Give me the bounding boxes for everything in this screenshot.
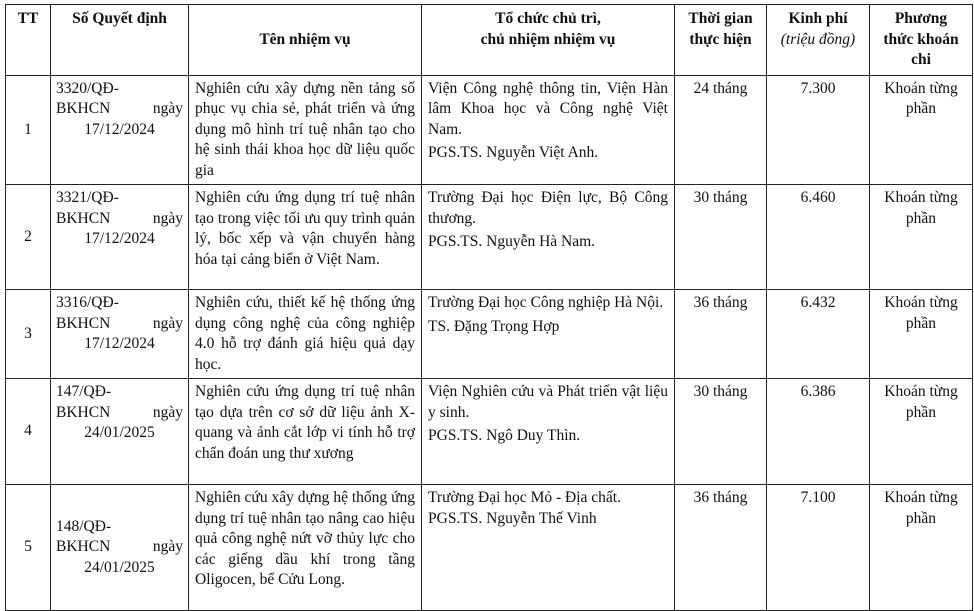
duration: 30 tháng: [675, 185, 767, 290]
table-row: [6, 75, 973, 185]
decision-line2: BKHCN ngày: [56, 100, 183, 117]
host-organization: [422, 75, 675, 185]
decision-number: [51, 75, 189, 185]
project-leader: PGS.TS. Ngô Duy Thìn.: [428, 427, 581, 444]
header-tt: TT: [6, 5, 51, 76]
project-leader: PGS.TS. Nguyễn Thế Vinh: [428, 509, 597, 527]
duration: 24 tháng: [675, 75, 767, 185]
decision-line1: 3321/QĐ-: [56, 189, 119, 206]
header-budget-label: Kinh phí: [788, 10, 848, 27]
duration: 36 tháng: [675, 485, 767, 611]
header-method: [870, 5, 973, 76]
organization-name: Viện Nghiên cứu và Phát triển vật liệu y sinh.: [428, 383, 668, 421]
project-leader: PGS.TS. Nguyễn Hà Nam.: [428, 233, 596, 250]
budget: 7.100: [767, 485, 870, 611]
header-method-line1: Phương: [894, 10, 948, 27]
header-method-line2: thức khoán: [883, 30, 959, 48]
table-row: [6, 185, 973, 290]
organization-name: Trường Đại học Mỏ - Địa chất.: [428, 489, 621, 506]
project-leader: PGS.TS. Nguyễn Việt Anh.: [428, 144, 599, 161]
project-table: [5, 4, 973, 611]
decision-date: 17/12/2024: [84, 230, 155, 247]
header-org-line1: Tổ chức chủ trì,: [495, 10, 601, 27]
header-method-line3: chi: [911, 51, 931, 68]
header-row: [6, 5, 973, 76]
row-index: 2: [6, 185, 51, 290]
task-name: Nghiên cứu ứng dụng trí tuệ nhân tạo dựa trên cơ sở dữ liệu ảnh X-quang và ảnh cắt lớp vi tính hỗ trợ chẩn đoán ung thư xương: [189, 379, 422, 485]
duration: 36 tháng: [675, 290, 767, 379]
task-name: Nghiên cứu xây dựng hệ thống ứng dụng trí tuệ nhân tạo nâng cao hiệu quả công nghệ nứt vỡ thủy lực cho các giếng dầu khí trong tầng Oligocen, bể Cửu Long.: [189, 485, 422, 611]
decision-date: 24/01/2025: [84, 424, 155, 441]
organization-name: Trường Đại học Điện lực, Bộ Công thương.: [428, 189, 668, 227]
table-row: [6, 290, 973, 379]
decision-date: 17/12/2024: [84, 335, 155, 352]
table-row: [6, 379, 973, 485]
task-name: Nghiên cứu, thiết kế hệ thống ứng dụng công nghệ của công nghiệp 4.0 hỗ trợ đánh giá hiệu quả dạy học.: [189, 290, 422, 379]
budget: 6.460: [767, 185, 870, 290]
table-header: [6, 5, 973, 76]
host-organization: [422, 185, 675, 290]
decision-line2: BKHCN ngày: [56, 538, 183, 556]
decision-line1: 148/QĐ-: [56, 517, 112, 535]
budget: 7.300: [767, 75, 870, 185]
decision-number: [51, 185, 189, 290]
decision-date: 24/01/2025: [84, 558, 155, 576]
organization-name: Viện Công nghệ thông tin, Viện Hàn lâm Khoa học và Công nghệ Việt Nam.: [428, 79, 668, 138]
header-task: Tên nhiệm vụ: [189, 5, 422, 76]
table-body: [6, 75, 973, 611]
header-decision: Số Quyết định: [51, 5, 189, 76]
host-organization: [422, 485, 675, 611]
host-organization: [422, 379, 675, 485]
header-org: [422, 5, 675, 76]
header-budget: [767, 5, 870, 76]
decision-number: [51, 290, 189, 379]
payment-method: Khoán từng phần: [870, 185, 973, 290]
table-row: [6, 485, 973, 611]
payment-method: Khoán từng phần: [870, 75, 973, 185]
row-index: 3: [6, 290, 51, 379]
payment-method: Khoán từng phần: [870, 290, 973, 379]
payment-method: Khoán từng phần: [870, 485, 973, 611]
header-org-line2: chủ nhiệm nhiệm vụ: [480, 30, 616, 48]
header-time-line2: thực hiện: [689, 30, 752, 48]
decision-number: [51, 485, 189, 611]
host-organization: [422, 290, 675, 379]
header-budget-unit: (triệu đồng): [780, 30, 856, 48]
header-time-line1: Thời gian: [688, 10, 753, 27]
decision-number: [51, 379, 189, 485]
decision-line1: 3320/QĐ-: [56, 79, 119, 97]
decision-line2: BKHCN ngày: [56, 209, 183, 227]
header-time: [675, 5, 767, 76]
row-index: 5: [6, 485, 51, 611]
decision-line2: BKHCN ngày: [56, 314, 183, 332]
payment-method: Khoán từng phần: [870, 379, 973, 485]
duration: 30 tháng: [675, 379, 767, 485]
decision-line1: 147/QĐ-: [56, 383, 112, 400]
budget: 6.386: [767, 379, 870, 485]
row-index: 1: [6, 75, 51, 185]
decision-line2: BKHCN ngày: [56, 403, 183, 421]
organization-name: Trường Đại học Công nghiệp Hà Nội.: [428, 294, 664, 311]
task-name: Nghiên cứu ứng dụng trí tuệ nhân tạo trong việc tối ưu quy trình quản lý, bốc xếp và vận chuyển hàng hóa tại cảng biển ở Việt Nam.: [189, 185, 422, 290]
decision-line1: 3316/QĐ-: [56, 294, 119, 311]
row-index: 4: [6, 379, 51, 485]
budget: 6.432: [767, 290, 870, 379]
project-leader: TS. Đặng Trọng Hợp: [428, 317, 560, 335]
task-name: Nghiên cứu xây dựng nền tảng số phục vụ chia sẻ, phát triển và ứng dụng mô hình trí tuệ nhân tạo cho hệ sinh thái khoa học dữ liệu quốc gia: [189, 75, 422, 185]
decision-date: 17/12/2024: [84, 120, 155, 138]
